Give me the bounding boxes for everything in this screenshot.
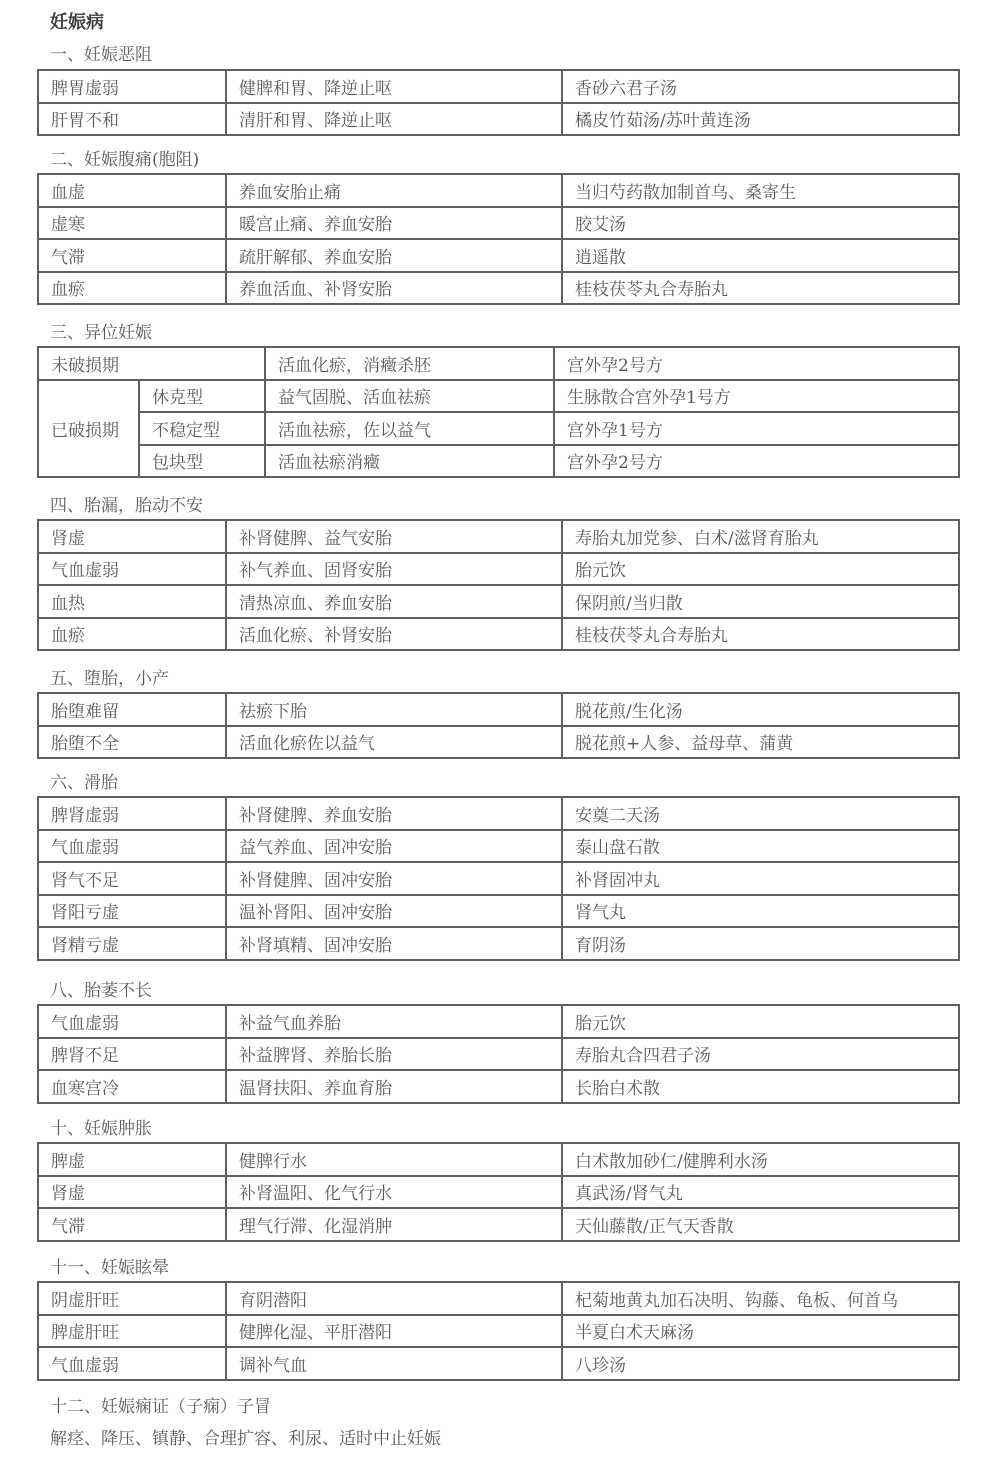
formula-cell: 真武汤/肾气丸: [562, 1176, 959, 1209]
treatment-cell: 养血安胎止痛: [226, 174, 562, 207]
table-row: [38, 618, 959, 651]
table-row: [38, 272, 959, 305]
table-row: [38, 412, 959, 445]
treatment-cell: 温肾扶阳、养血育胎: [226, 1070, 562, 1103]
syndrome-cell: 气滞: [38, 239, 226, 272]
treatment-cell: 补肾温阳、化气行水: [226, 1176, 562, 1209]
formula-cell: 八珍汤: [562, 1347, 959, 1380]
table-row: [38, 862, 959, 895]
syndrome-cell: 脾胃虚弱: [38, 70, 226, 103]
section-heading: 三、异位妊娠: [50, 323, 152, 343]
formula-cell: 胶艾汤: [562, 207, 959, 240]
treatment-cell: 益气养血、固冲安胎: [226, 830, 562, 863]
table-row: [38, 445, 959, 478]
section-heading: 十、妊娠肿胀: [50, 1119, 152, 1139]
treatment-cell: 补肾健脾、固冲安胎: [226, 862, 562, 895]
formula-cell: 补肾固冲丸: [562, 862, 959, 895]
syndrome-cell: 肾虚: [38, 1176, 226, 1209]
formula-cell: 杞菊地黄丸加石决明、钩藤、龟板、何首乌: [562, 1282, 959, 1315]
treatment-cell: 健脾化湿、平肝潜阳: [226, 1315, 562, 1348]
syndrome-cell: 脾肾虚弱: [38, 797, 226, 830]
formula-cell: 泰山盘石散: [562, 830, 959, 863]
section-table-ectopic-pregnancy: [37, 346, 960, 478]
table-row: [38, 1282, 959, 1315]
formula-cell: 橘皮竹茹汤/苏叶黄连汤: [562, 103, 959, 136]
treatment-cell: 暖宫止痛、养血安胎: [226, 207, 562, 240]
section-table-pregnancy-edema: [37, 1142, 960, 1242]
formula-cell: 育阴汤: [562, 927, 959, 960]
table-row: [38, 830, 959, 863]
stage-cell: 未破损期: [38, 347, 265, 380]
section-heading: 一、妊娠恶阻: [50, 45, 152, 65]
formula-cell: 长胎白术散: [562, 1070, 959, 1103]
section-table-fetal-growth-restriction: [37, 1004, 960, 1104]
section-table-abdominal-pain: [37, 173, 960, 305]
section-table-habitual-abortion: [37, 796, 960, 961]
table-row: [38, 520, 959, 553]
formula-cell: 白术散加砂仁/健脾利水汤: [562, 1143, 959, 1176]
table-row: [38, 895, 959, 928]
section-heading: 六、滑胎: [50, 773, 118, 793]
table-row: [38, 239, 959, 272]
treatment-cell: 活血化瘀，消癥杀胚: [265, 347, 554, 380]
treatment-cell: 补肾健脾、益气安胎: [226, 520, 562, 553]
table-row: [38, 1315, 959, 1348]
table-row: [38, 1038, 959, 1071]
section-heading: 四、胎漏，胎动不安: [50, 496, 203, 516]
treatment-cell: 活血化瘀佐以益气: [226, 726, 562, 759]
type-cell: 不稳定型: [139, 412, 265, 445]
treatment-cell: 祛瘀下胎: [226, 693, 562, 726]
treatment-cell: 调补气血: [226, 1347, 562, 1380]
table-row: [38, 585, 959, 618]
table-row: [38, 1347, 959, 1380]
table-row: [38, 347, 959, 380]
section-heading: 十二、妊娠痫证（子痫）子冒: [50, 1397, 271, 1417]
table-row: [38, 553, 959, 586]
syndrome-cell: 脾肾不足: [38, 1038, 226, 1071]
table-row: [38, 1070, 959, 1103]
syndrome-cell: 血寒宫冷: [38, 1070, 226, 1103]
table-row: [38, 70, 959, 103]
treatment-cell: 活血祛瘀，佐以益气: [265, 412, 554, 445]
formula-cell: 半夏白术天麻汤: [562, 1315, 959, 1348]
table-row: [38, 1005, 959, 1038]
formula-cell: 当归芍药散加制首乌、桑寄生: [562, 174, 959, 207]
table-row: [38, 103, 959, 136]
treatment-cell: 活血祛瘀消癥: [265, 445, 554, 478]
syndrome-cell: 气血虚弱: [38, 553, 226, 586]
treatment-cell: 疏肝解郁、养血安胎: [226, 239, 562, 272]
treatment-cell: 健脾和胃、降逆止呕: [226, 70, 562, 103]
syndrome-cell: 肾精亏虚: [38, 927, 226, 960]
syndrome-cell: 肝胃不和: [38, 103, 226, 136]
treatment-cell: 补益气血养胎: [226, 1005, 562, 1038]
formula-cell: 胎元饮: [562, 1005, 959, 1038]
treatment-cell: 育阴潜阳: [226, 1282, 562, 1315]
syndrome-cell: 脾虚肝旺: [38, 1315, 226, 1348]
section-heading: 五、堕胎，小产: [50, 669, 169, 689]
treatment-cell: 补气养血、固肾安胎: [226, 553, 562, 586]
formula-cell: 寿胎丸加党参、白术/滋肾育胎丸: [562, 520, 959, 553]
formula-cell: 生脉散合宫外孕1号方: [554, 380, 959, 413]
table-row: [38, 1208, 959, 1241]
formula-cell: 逍遥散: [562, 239, 959, 272]
syndrome-cell: 胎堕难留: [38, 693, 226, 726]
formula-cell: 肾气丸: [562, 895, 959, 928]
syndrome-cell: 气血虚弱: [38, 1005, 226, 1038]
treatment-cell: 补肾健脾、养血安胎: [226, 797, 562, 830]
section-heading: 二、妊娠腹痛(胞阻): [50, 150, 200, 170]
type-cell: 包块型: [139, 445, 265, 478]
section-heading: 十一、妊娠眩晕: [50, 1258, 169, 1278]
document-title: 妊娠病: [50, 12, 104, 33]
syndrome-cell: 阴虚肝旺: [38, 1282, 226, 1315]
treatment-cell: 补益脾肾、养胎长胎: [226, 1038, 562, 1071]
table-row: [38, 1143, 959, 1176]
table-row: [38, 693, 959, 726]
formula-cell: 桂枝茯苓丸合寿胎丸: [562, 618, 959, 651]
syndrome-cell: 虚寒: [38, 207, 226, 240]
syndrome-cell: 血瘀: [38, 618, 226, 651]
formula-cell: 宫外孕1号方: [554, 412, 959, 445]
stage-cell: 已破损期: [38, 380, 139, 478]
formula-cell: 脱花煎/生化汤: [562, 693, 959, 726]
syndrome-cell: 气血虚弱: [38, 1347, 226, 1380]
formula-cell: 香砂六君子汤: [562, 70, 959, 103]
formula-cell: 寿胎丸合四君子汤: [562, 1038, 959, 1071]
formula-cell: 宫外孕2号方: [554, 347, 959, 380]
formula-cell: 胎元饮: [562, 553, 959, 586]
table-row: [38, 797, 959, 830]
treatment-cell: 活血化瘀、补肾安胎: [226, 618, 562, 651]
syndrome-cell: 肾气不足: [38, 862, 226, 895]
section-table-miscarriage: [37, 692, 960, 759]
formula-cell: 安奠二天汤: [562, 797, 959, 830]
formula-cell: 保阴煎/当归散: [562, 585, 959, 618]
treatment-cell: 清肝和胃、降逆止呕: [226, 103, 562, 136]
treatment-cell: 健脾行水: [226, 1143, 562, 1176]
treatment-cell: 理气行滞、化湿消肿: [226, 1208, 562, 1241]
syndrome-cell: 肾虚: [38, 520, 226, 553]
table-row: [38, 207, 959, 240]
syndrome-cell: 血热: [38, 585, 226, 618]
section-heading: 八、胎萎不长: [50, 981, 152, 1001]
table-row: [38, 174, 959, 207]
syndrome-cell: 气血虚弱: [38, 830, 226, 863]
section-table-pregnancy-vertigo: [37, 1281, 960, 1381]
section-table-hyperemesis: [37, 69, 960, 136]
syndrome-cell: 血虚: [38, 174, 226, 207]
syndrome-cell: 气滞: [38, 1208, 226, 1241]
treatment-cell: 清热凉血、养血安胎: [226, 585, 562, 618]
formula-cell: 宫外孕2号方: [554, 445, 959, 478]
treatment-cell: 养血活血、补肾安胎: [226, 272, 562, 305]
syndrome-cell: 胎堕不全: [38, 726, 226, 759]
treatment-cell: 益气固脱、活血祛瘀: [265, 380, 554, 413]
treatment-cell: 温补肾阳、固冲安胎: [226, 895, 562, 928]
syndrome-cell: 肾阳亏虚: [38, 895, 226, 928]
syndrome-cell: 血瘀: [38, 272, 226, 305]
type-cell: 休克型: [139, 380, 265, 413]
table-row: [38, 380, 959, 413]
table-row: [38, 927, 959, 960]
eclampsia-treatment-text: 解痉、降压、镇静、合理扩容、利尿、适时中止妊娠: [50, 1429, 441, 1449]
syndrome-cell: 脾虚: [38, 1143, 226, 1176]
section-table-threatened-abortion: [37, 519, 960, 651]
treatment-cell: 补肾填精、固冲安胎: [226, 927, 562, 960]
formula-cell: 脱花煎+人参、益母草、蒲黄: [562, 726, 959, 759]
formula-cell: 桂枝茯苓丸合寿胎丸: [562, 272, 959, 305]
formula-cell: 天仙藤散/正气天香散: [562, 1208, 959, 1241]
table-row: [38, 1176, 959, 1209]
table-row: [38, 726, 959, 759]
